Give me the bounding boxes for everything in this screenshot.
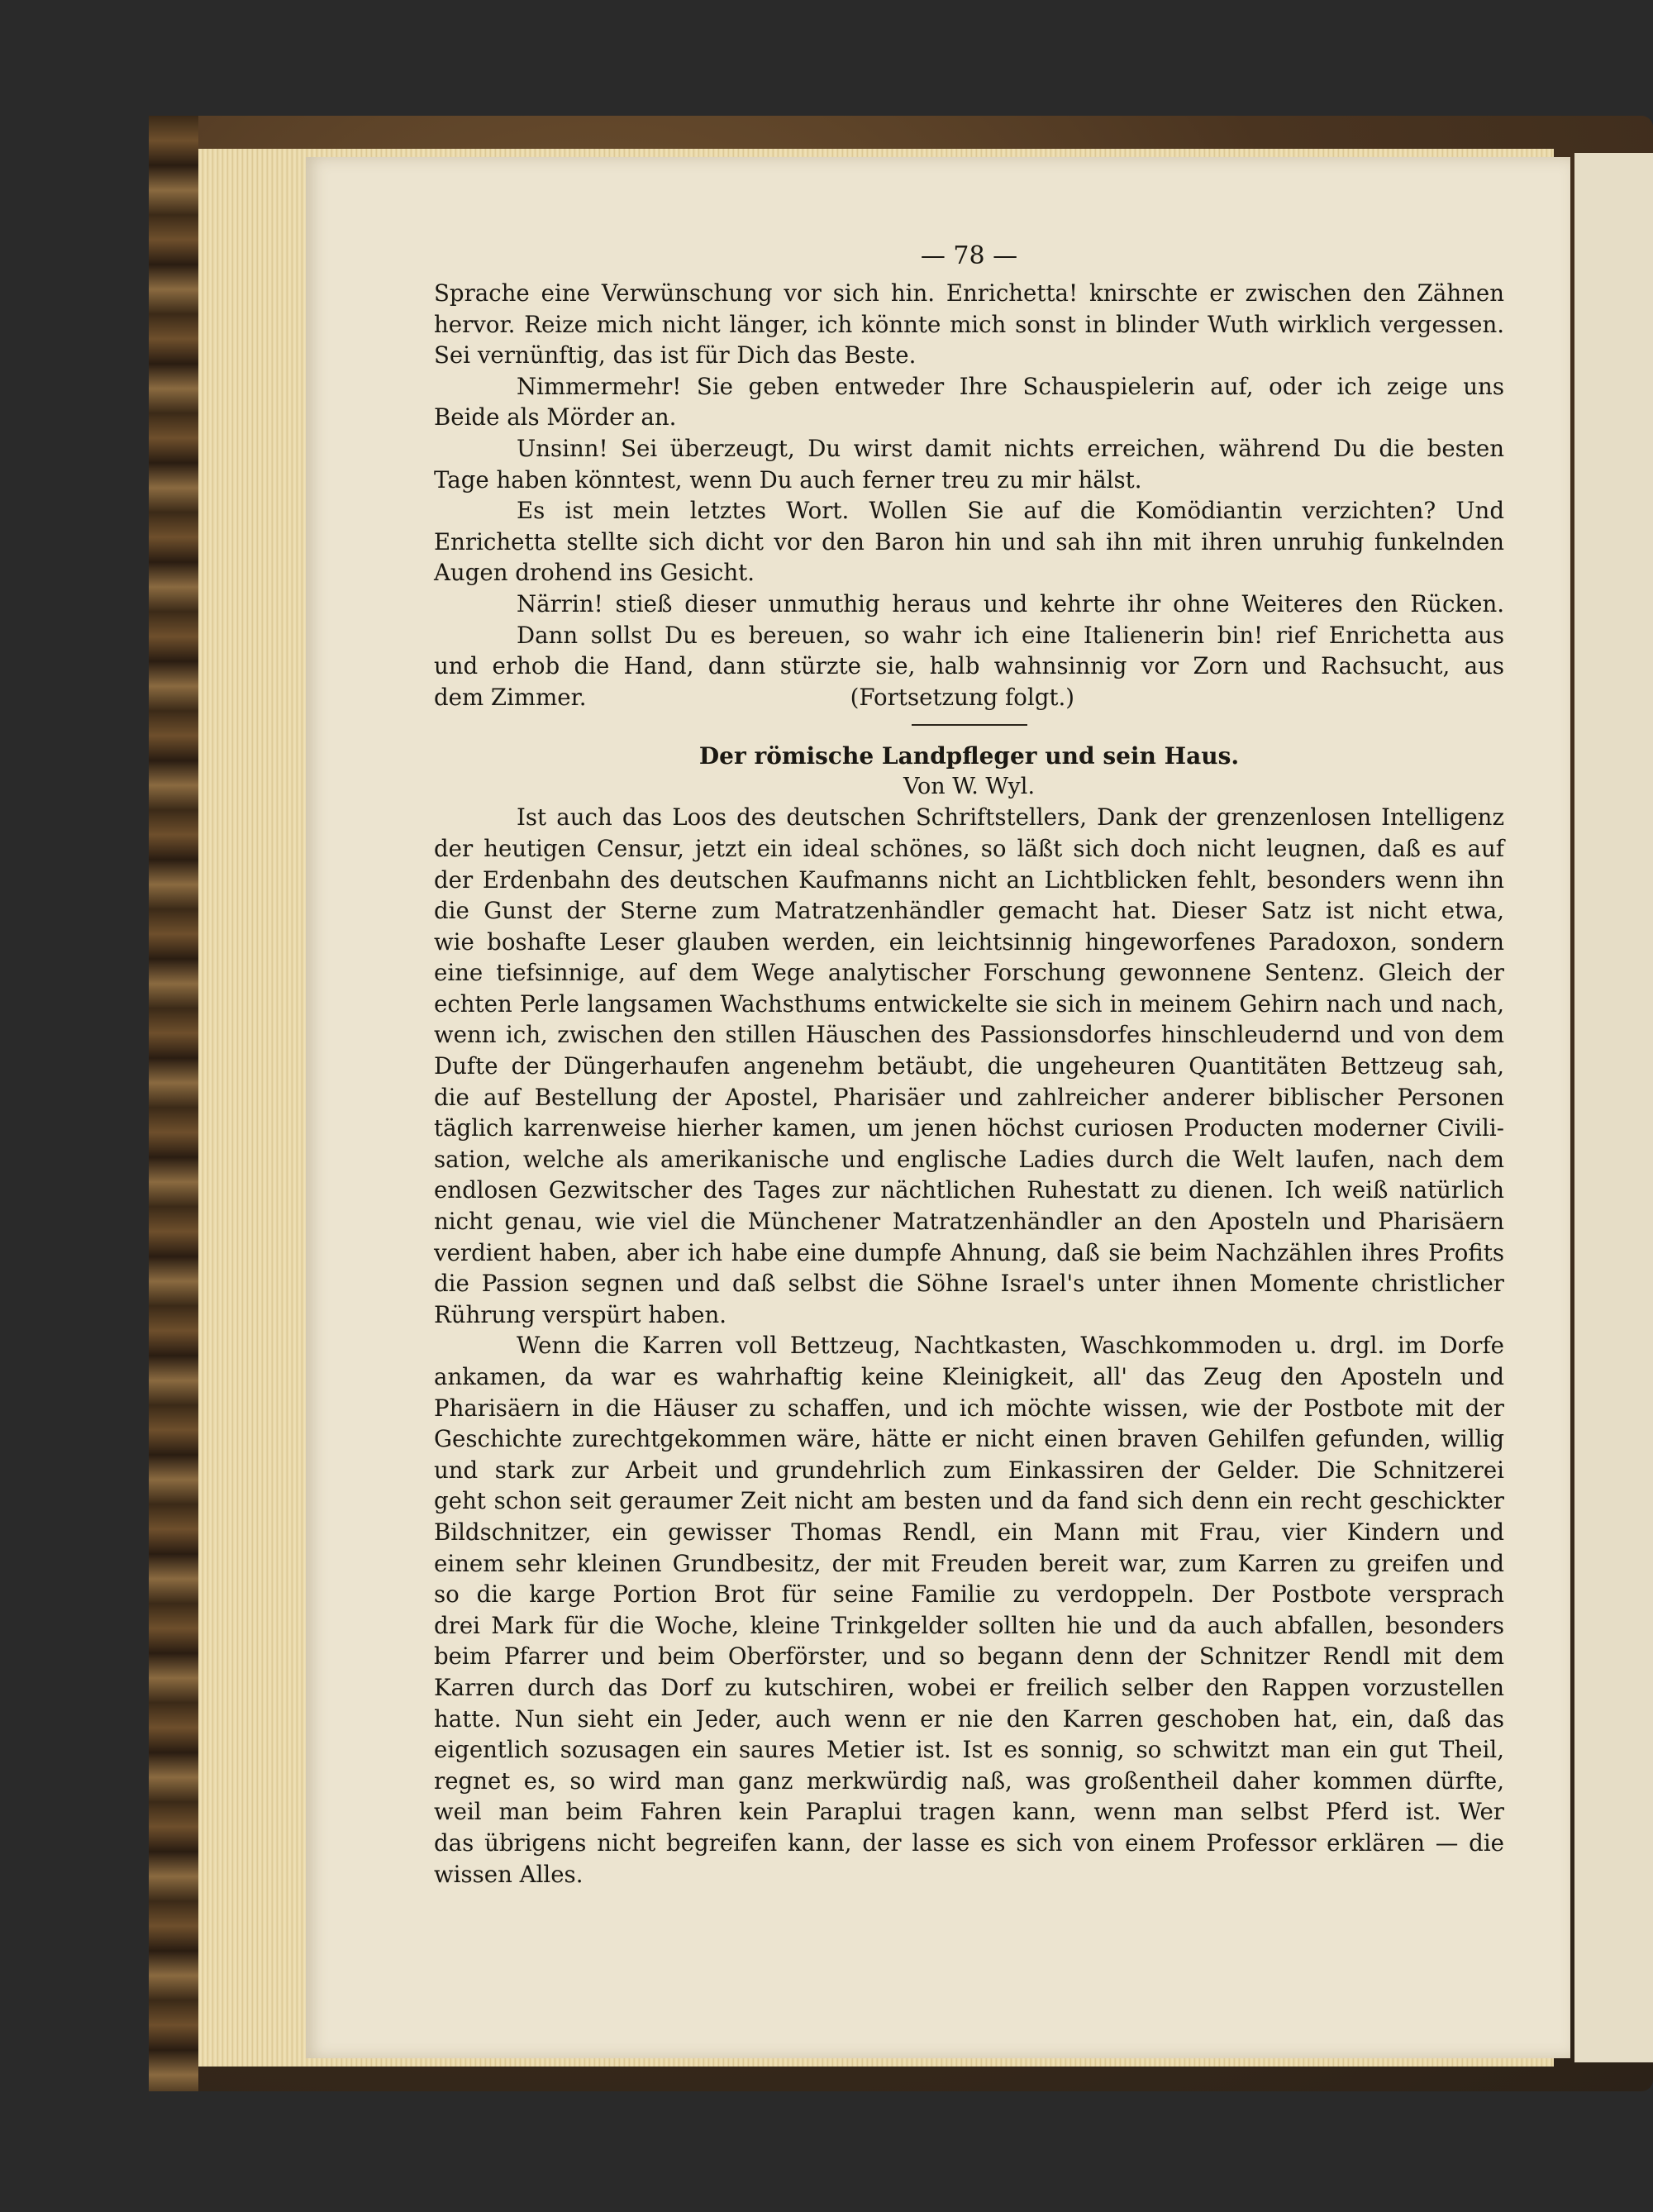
text-line: Ist auch das Loos des deutschen Schriftstellers, Dank der grenzenlosen Intelligenz (517, 803, 1504, 832)
text-line: drei Mark für die Woche, kleine Trinkgelder sollten hie und da auch abfallen, besonders (434, 1611, 1504, 1639)
text-line: so die karge Portion Brot für seine Familie zu verdoppeln. Der Postbote versprach (434, 1580, 1504, 1609)
page-content (434, 240, 1504, 1890)
text-line: Dufte der Düngerhaufen angenehm betäubt, die ungeheuren Quantitäten Bettzeug sah, (434, 1052, 1504, 1080)
section-divider (912, 724, 1027, 726)
text-line: Es ist mein letztes Wort. Wollen Sie auf die Komödiantin verzichten? Und (517, 497, 1504, 525)
continuation-note: (Fortsetzung folgt.) (850, 683, 1074, 711)
text-line: Tage haben könntest, wenn Du auch ferner treu zu mir hälst. (434, 465, 1142, 493)
text-line: verdient haben, aber ich habe eine dumpfe Ahnung, daß sie beim Nachzählen ihres Profits (434, 1238, 1504, 1266)
text-line: wenn ich, zwischen den stillen Häuschen des Passionsdorfes hinschleudernd und von dem (434, 1021, 1504, 1049)
text-line: Enrichetta stellte sich dicht vor den Baron hin und sah ihn mit ihren unruhig funkelnden (434, 527, 1504, 555)
text-line: Bildschnitzer, ein gewisser Thomas Rendl, ein Mann mit Frau, vier Kindern und (434, 1518, 1504, 1546)
text-line: der Erdenbahn des deutschen Kaufmanns nicht an Lichtblicken fehlt, besonders wenn ihn (434, 865, 1504, 894)
text-line: Dann sollst Du es bereuen, so wahr ich eine Italienerin bin! rief Enrichetta aus (517, 621, 1504, 649)
text-line: sation, welche als amerikanische und englische Ladies durch die Welt laufen, nach dem (434, 1145, 1504, 1173)
text-line: eigentlich sozusagen ein saures Metier ist. Ist es sonnig, so schwitzt man ein gut Theil, (434, 1736, 1504, 1764)
facing-page (1574, 153, 1653, 2062)
text-line-final (434, 682, 1504, 713)
page-number: — 78 — (920, 241, 1018, 270)
text-line: weil man beim Fahren kein Paraplui tragen kann, wenn man selbst Pferd ist. Wer (434, 1798, 1504, 1826)
text-line: Geschichte zurechtgekommen wäre, hätte er nicht einen braven Gehilfen gefunden, willig (434, 1425, 1504, 1453)
text-line: Sei vernünftig, das ist für Dich das Beste. (434, 341, 917, 369)
text-line: hatte. Nun sieht ein Jeder, auch wenn er nie den Karren geschoben hat, ein, daß das (434, 1704, 1504, 1733)
text-line: wissen Alles. (434, 1860, 584, 1888)
text-line: Pharisäern in die Häuser zu schaffen, und ich möchte wissen, wie der Postbote mit der (434, 1394, 1504, 1422)
text-line: die auf Bestellung der Apostel, Pharisäer und zahlreicher anderer biblischer Personen (434, 1083, 1504, 1111)
article-title: Der römische Landpfleger und sein Haus. (698, 742, 1240, 770)
text-line: Beide als Mörder an. (434, 403, 677, 431)
text-line: und erhob die Hand, dann stürzte sie, halb wahnsinnig vor Zorn und Rachsucht, aus (434, 652, 1504, 680)
article-author: Von W. Wyl. (903, 774, 1036, 800)
text-line: einem sehr kleinen Grundbesitz, der mit Freuden bereit war, zum Karren zu greifen und (434, 1549, 1504, 1577)
text-line: Närrin! stieß dieser unmuthig heraus und kehrte ihr ohne Weiteres den Rücken. (517, 589, 1504, 617)
text-line: Nimmermehr! Sie geben entweder Ihre Schauspielerin auf, oder ich zeige uns (517, 372, 1504, 400)
text-line-end: dem Zimmer. (434, 683, 587, 711)
text-line: ankamen, da war es wahrhaftig keine Kleinigkeit, all' das Zeug den Aposteln und (434, 1363, 1504, 1390)
book-page (306, 157, 1570, 2058)
text-line: beim Pfarrer und beim Oberförster, und so begann denn der Schnitzer Rendl mit dem (434, 1642, 1504, 1671)
text-line: nicht genau, wie viel die Münchener Matratzenhändler an den Aposteln und Pharisäern (434, 1208, 1504, 1236)
text-line: eine tiefsinnige, auf dem Wege analytischer Forschung gewonnene Sentenz. Gleich der (434, 959, 1504, 987)
text-line: regnet es, so wird man ganz merkwürdig naß, was großentheil daher kommen dürfte, (434, 1766, 1504, 1795)
text-line: die Passion segnen und daß selbst die Söhne Israel's unter ihnen Momente christlicher (434, 1270, 1504, 1298)
text-line: Augen drohend ins Gesicht. (434, 559, 755, 587)
text-line: echten Perle langsamen Wachsthums entwickelte sie sich in meinem Gehirn nach und nach, (434, 989, 1504, 1018)
article-body (434, 802, 1504, 1890)
story-continuation (434, 278, 1504, 713)
text-line: geht schon seit geraumer Zeit nicht am besten und da fand sich denn ein recht geschickter (434, 1487, 1504, 1515)
text-line: Karren durch das Dorf zu kutschiren, wobei er freilich selber den Rappen vorzustellen (434, 1673, 1504, 1701)
text-line: Wenn die Karren voll Bettzeug, Nachtkasten, Waschkommoden u. drgl. im Dorfe (517, 1332, 1504, 1360)
text-line: und stark zur Arbeit und grundehrlich zum Einkassiren der Gelder. Die Schnitzerei (434, 1456, 1504, 1484)
text-line: Sprache eine Verwünschung vor sich hin. Enrichetta! knirschte er zwischen den Zähnen (434, 279, 1504, 307)
text-line: das übrigens nicht begreifen kann, der lasse es sich von einem Professor erklären — die (434, 1828, 1504, 1857)
text-line: Unsinn! Sei überzeugt, Du wirst damit nichts erreichen, während Du die besten (517, 434, 1504, 462)
text-line: Rührung verspürt haben. (434, 1300, 727, 1328)
book-spine (149, 116, 198, 2091)
text-line: der heutigen Censur, jetzt ein ideal schönes, so läßt sich doch nicht leugnen, daß es auf (434, 834, 1504, 862)
text-line: die Gunst der Sterne zum Matratzenhändler gemacht hat. Dieser Satz ist nicht etwa, (434, 897, 1504, 925)
text-line: täglich karrenweise hierher kamen, um jenen höchst curiosen Producten moderner Civili- (434, 1114, 1504, 1142)
text-line: hervor. Reize mich nicht länger, ich könnte mich sonst in blinder Wuth wirklich vergessen. (434, 310, 1504, 338)
text-line: endlosen Gezwitscher des Tages zur nächtlichen Ruhestatt zu dienen. Ich weiß natürlich (434, 1176, 1504, 1204)
text-line: wie boshafte Leser glauben werden, ein leichtsinnig hingeworfenes Paradoxon, sondern (434, 927, 1504, 956)
